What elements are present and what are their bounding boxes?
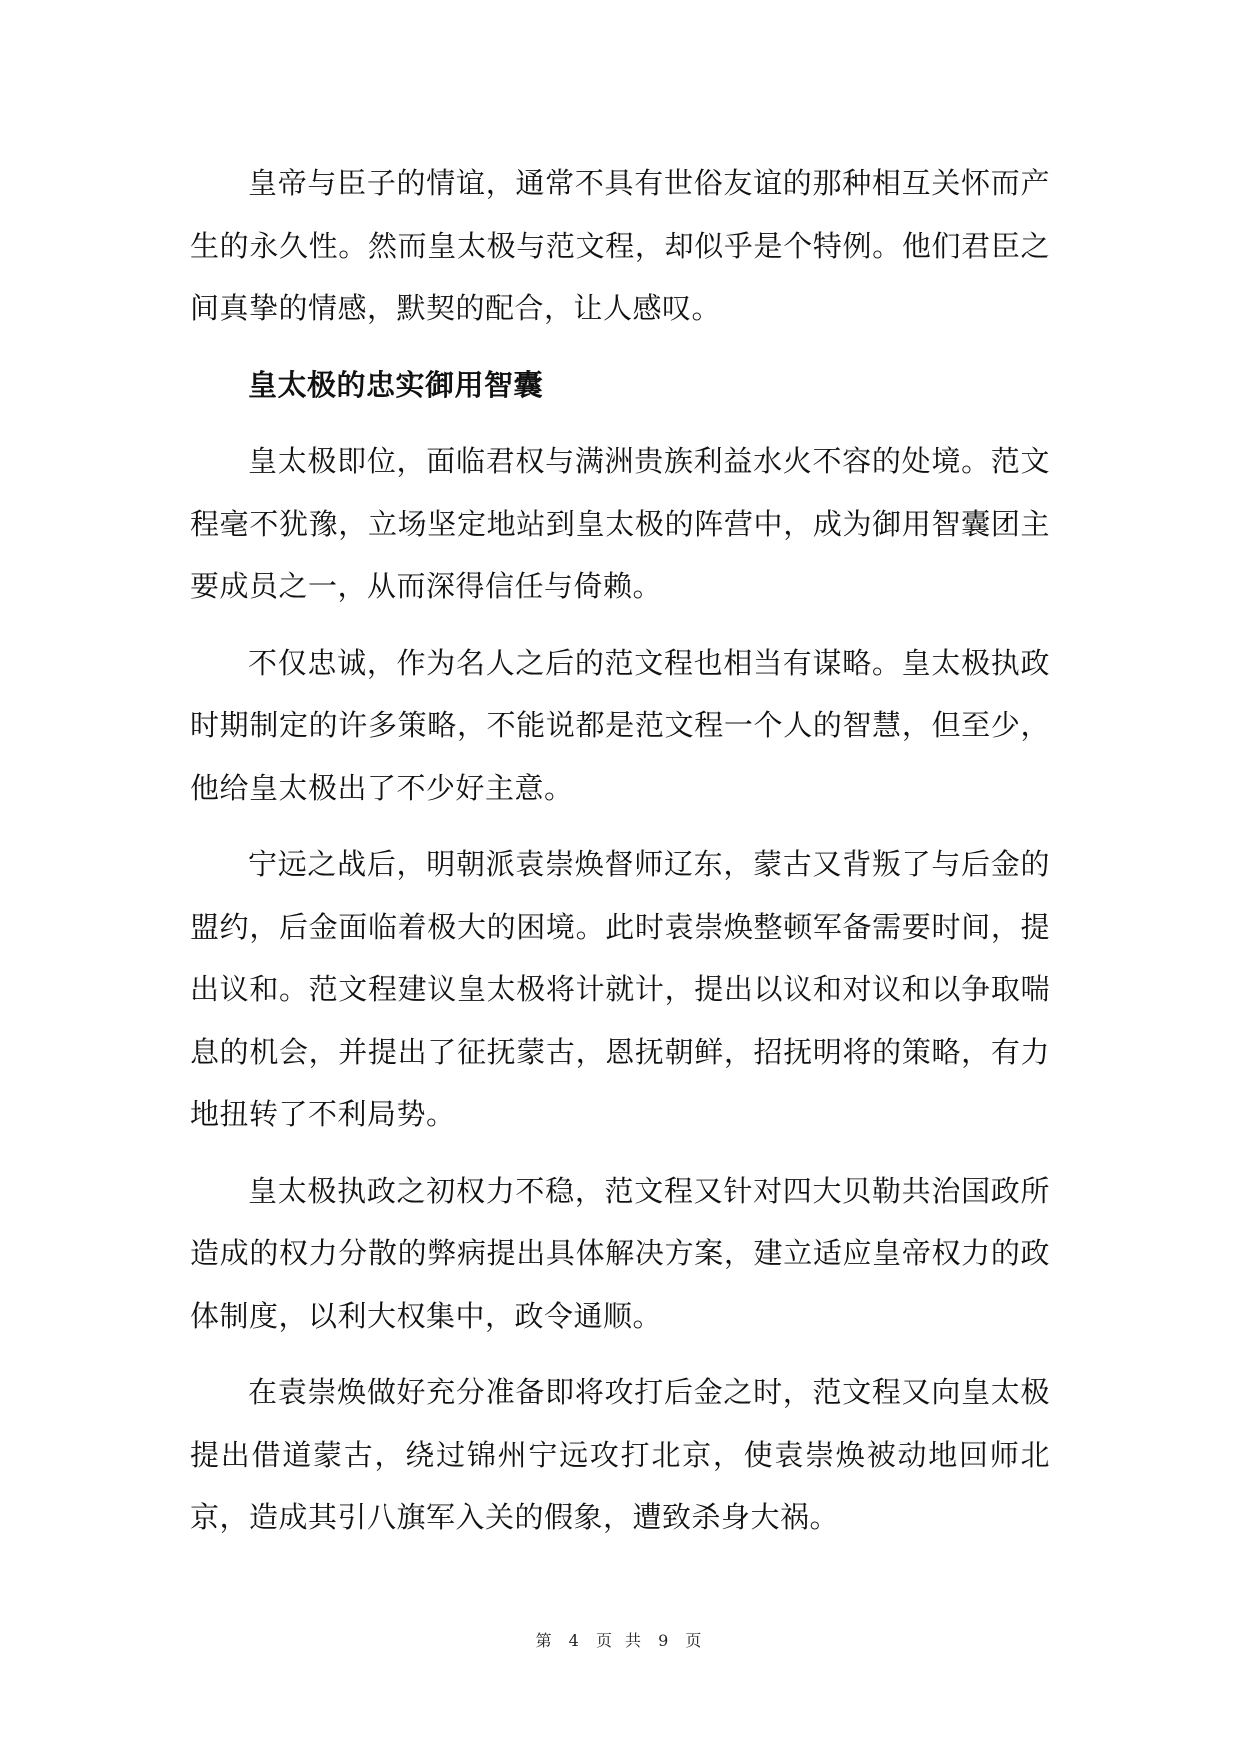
section-heading: 皇太极的忠实御用智囊 — [248, 367, 544, 402]
paragraph-intro: 皇帝与臣子的情谊，通常不具有世俗友谊的那种相互关怀而产生的永久性。然而皇太极与范文程，却似乎是个特例。他们君臣之间真挚的情感，默契的配合，让人感叹。 — [190, 166, 1050, 325]
footer-prefix: 第 — [535, 1631, 556, 1650]
paragraph-power: 皇太极执政之初权力不稳，范文程又针对四大贝勒共治国政所造成的权力分散的弊病提出具体解决方案，建立适应皇帝权力的政体制度，以利大权集中，政令通顺。 — [190, 1173, 1050, 1333]
page-footer — [0, 1628, 1241, 1651]
paragraph-strategy: 不仅忠诚，作为名人之后的范文程也相当有谋略。皇太极执政时期制定的许多策略，不能说都是范文程一个人的智慧，但至少，他给皇太极出了不少好主意。 — [190, 645, 1050, 805]
paragraph-accession: 皇太极即位，面临君权与满洲贵族利益水火不容的处境。范文程毫不犹豫，立场坚定地站到皇太极的阵营中，成为御用智囊团主要成员之一，从而深得信任与倚赖。 — [190, 444, 1050, 603]
page-number: 4 — [568, 1631, 583, 1650]
paragraph-ningyuan: 宁远之战后，明朝派袁崇焕督师辽东，蒙古又背叛了与后金的盟约，后金面临着极大的困境。此时袁崇焕整顿军备需要时间，提出议和。范文程建议皇太极将计就计，提出以议和对议和以争取喘息的机会，并提出了征抚蒙古，恩抚朝鲜，招抚明将的策略，有力地扭转了不利局势。 — [190, 847, 1050, 1131]
document-body — [190, 152, 1050, 1563]
total-pages: 9 — [658, 1631, 673, 1650]
footer-suffix: 页 — [685, 1631, 706, 1650]
paragraph-beijing: 在袁崇焕做好充分准备即将攻打后金之时，范文程又向皇太极提出借道蒙古，绕过锦州宁远攻打北京，使袁崇焕被动地回师北京，造成其引八旗军入关的假象，遭致杀身大祸。 — [190, 1375, 1050, 1534]
footer-middle: 页 共 — [595, 1631, 646, 1650]
